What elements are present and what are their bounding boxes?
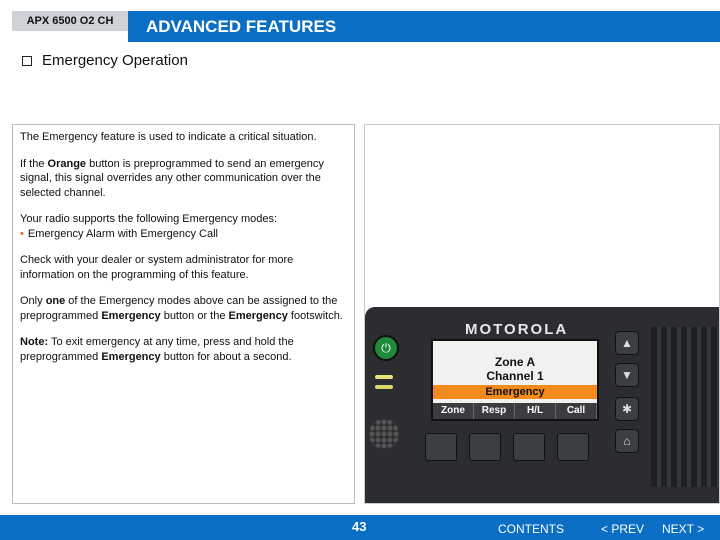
radio-display xyxy=(431,339,599,421)
next-link[interactable]: NEXT > xyxy=(662,522,705,536)
softkey-buttons xyxy=(425,433,589,461)
p3-text: Your radio supports the following Emergency modes: xyxy=(20,213,278,225)
led-indicator xyxy=(375,375,393,379)
paragraph-4: Check with your dealer or system administrator for more information on the programming of this feature. xyxy=(20,254,294,281)
p6-text-post: button for about a second. xyxy=(160,350,292,363)
led-indicator xyxy=(375,385,393,389)
softkey-label: Resp xyxy=(474,403,515,419)
checkbox-bullet-icon xyxy=(22,56,32,66)
contents-link[interactable]: CONTENTS xyxy=(498,522,564,536)
p6-text: To exit emergency at any time, press and hold the preprogrammed xyxy=(20,336,294,363)
radio-brand: MOTOROLA xyxy=(465,321,569,338)
display-channel: Channel 1 xyxy=(486,369,544,383)
speaker-grille xyxy=(651,327,720,487)
p5-bold-1: one xyxy=(45,295,66,307)
accessory-connector xyxy=(369,419,399,449)
paragraph-2 xyxy=(20,157,347,201)
softkey-button xyxy=(513,433,545,461)
prev-link[interactable]: < PREV xyxy=(601,522,645,536)
section-heading xyxy=(22,52,188,69)
section-title: Emergency Operation xyxy=(42,52,188,69)
display-zone: Zone A xyxy=(494,355,536,369)
paragraph-6 xyxy=(20,335,347,364)
p5-bold-3: Emergency xyxy=(228,309,288,322)
softkey-label: Zone xyxy=(433,403,474,419)
down-arrow-icon: ▼ xyxy=(615,363,639,387)
up-arrow-icon: ▲ xyxy=(615,331,639,355)
p5-text-mid-1: of the Emergency modes above can be assigned to the preprogrammed xyxy=(20,295,338,322)
product-tag: APX 6500 O2 CH xyxy=(12,11,128,31)
p5-text-post: footswitch. xyxy=(287,309,343,322)
bullet-icon: • xyxy=(20,227,24,240)
p2-bold: Orange xyxy=(47,157,87,170)
softkey-button xyxy=(557,433,589,461)
display-emergency: Emergency xyxy=(433,385,597,399)
power-button-icon: ⏻ xyxy=(373,335,399,361)
radio-image-frame xyxy=(364,124,720,504)
radio-control-head-image xyxy=(365,307,720,504)
p2-text-post: button is preprogrammed to send an emergency signal, this signal overrides any other communication over the selected channel. xyxy=(20,157,324,199)
p6-bold: Emergency xyxy=(101,350,161,363)
display-status-icons xyxy=(433,341,597,355)
softkey-button xyxy=(469,433,501,461)
home-icon: ⌂ xyxy=(615,429,639,453)
page-number: 43 xyxy=(352,519,367,534)
paragraph-3 xyxy=(20,212,347,241)
display-softkeys xyxy=(433,403,597,419)
paragraph-1: The Emergency feature is used to indicate a critical situation. xyxy=(20,131,317,143)
p3-bullet-text: Emergency Alarm with Emergency Call xyxy=(27,227,218,240)
p2-text: If the xyxy=(20,157,48,170)
star-icon: ✱ xyxy=(615,397,639,421)
paragraph-5 xyxy=(20,294,347,323)
softkey-label: H/L xyxy=(515,403,556,419)
softkey-button xyxy=(425,433,457,461)
p5-text-mid-2: button or the xyxy=(160,309,229,322)
page-title: ADVANCED FEATURES xyxy=(128,11,720,42)
description-panel xyxy=(12,124,355,504)
p5-text: Only xyxy=(20,295,46,307)
footer-bar xyxy=(0,515,720,540)
p5-bold-2: Emergency xyxy=(101,309,161,322)
softkey-label: Call xyxy=(556,403,597,419)
note-label: Note: xyxy=(20,336,49,348)
